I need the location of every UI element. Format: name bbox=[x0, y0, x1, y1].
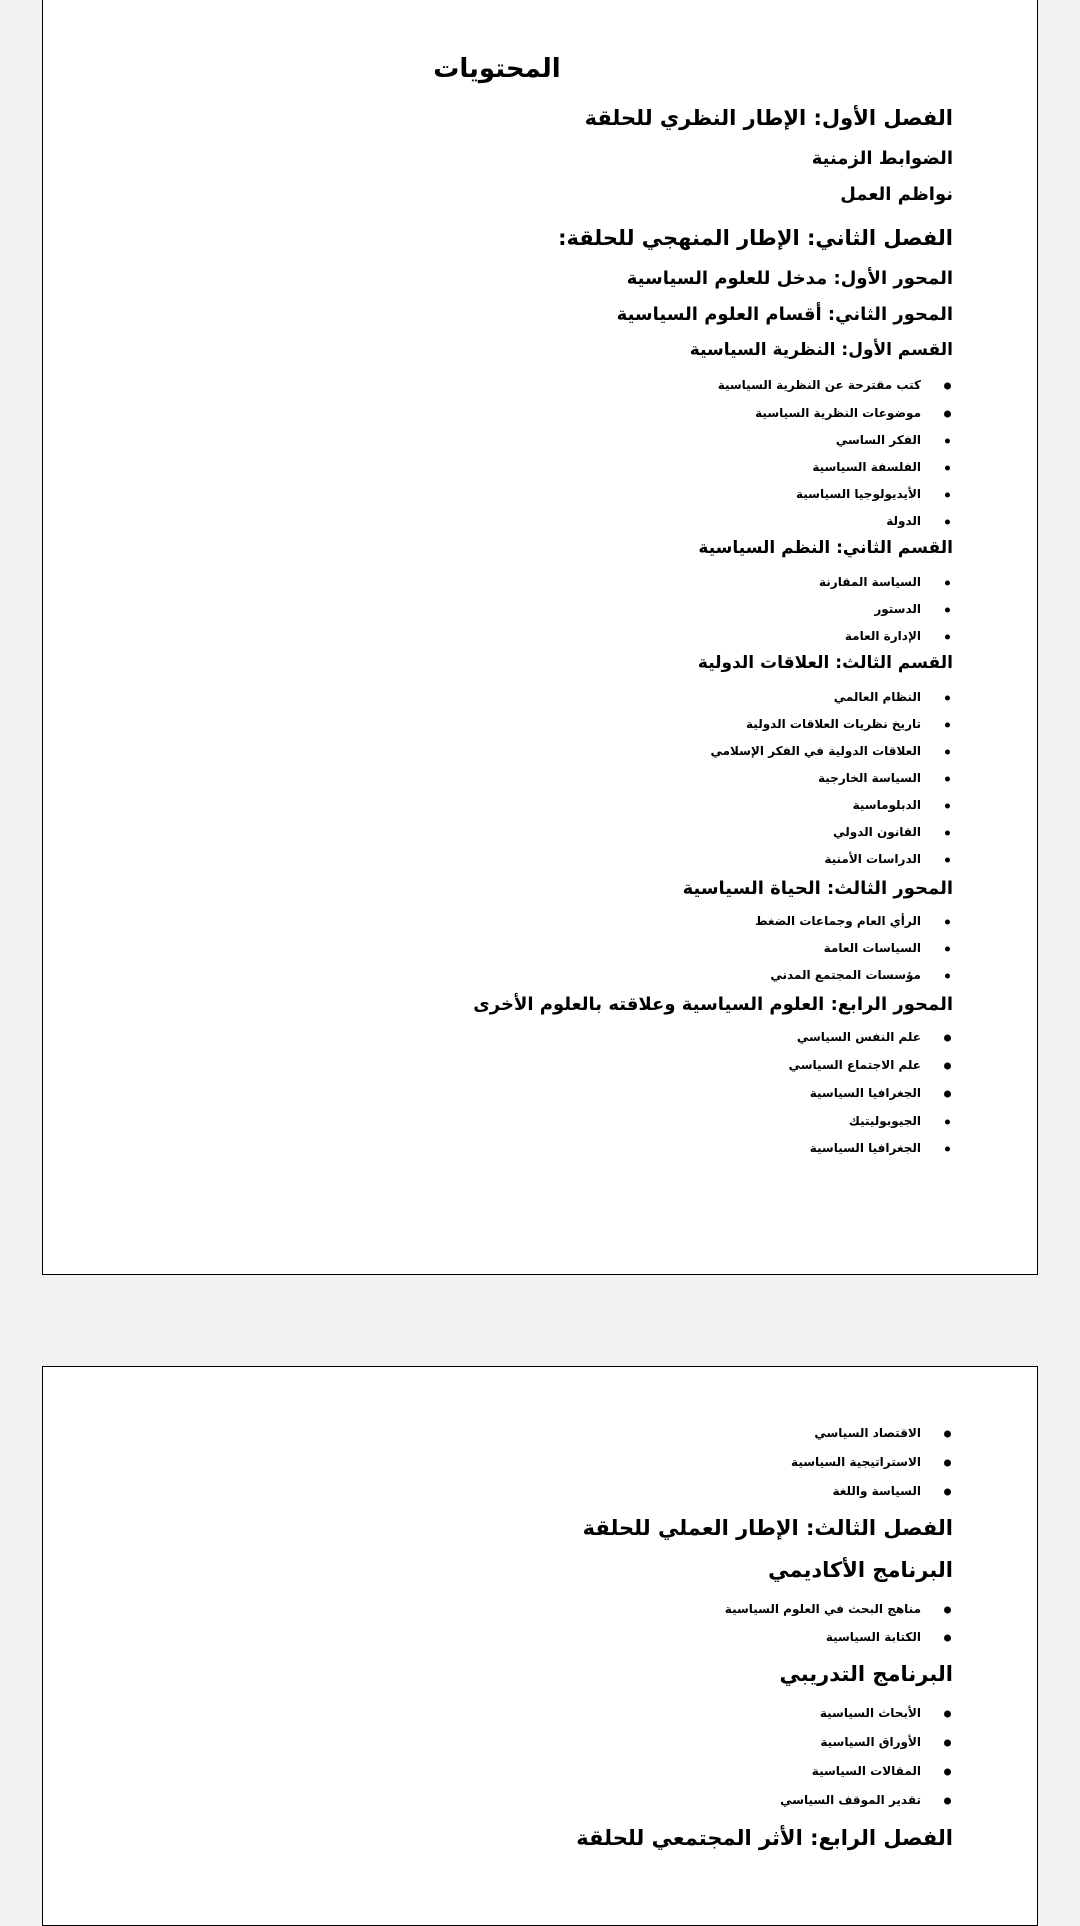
bullet-icon bbox=[944, 1090, 951, 1097]
section-heading bbox=[840, 185, 953, 205]
line-text: كتب مقترحة عن النظرية السياسية bbox=[717, 378, 921, 392]
list-item bbox=[820, 1707, 921, 1720]
list-item bbox=[834, 691, 921, 704]
bullet-icon bbox=[944, 382, 951, 389]
bullet-icon bbox=[945, 1146, 950, 1151]
line-text: الدستور bbox=[874, 602, 921, 616]
line-text: المحور الرابع: العلوم السياسية وعلاقته بالعلوم الأخرى bbox=[473, 994, 953, 1015]
list-item bbox=[796, 488, 921, 501]
chapter-heading bbox=[768, 1559, 953, 1582]
list-item bbox=[826, 1631, 921, 1644]
line-text: الأوراق السياسية bbox=[820, 1735, 921, 1749]
line-text: السياسة الخارجية bbox=[818, 771, 921, 785]
list-item bbox=[820, 1736, 921, 1749]
list-item bbox=[824, 942, 921, 955]
list-item bbox=[718, 379, 921, 392]
line-text: المحور الثاني: أقسام العلوم السياسية bbox=[616, 304, 953, 325]
section-heading bbox=[683, 879, 953, 899]
bullet-icon bbox=[945, 580, 950, 585]
section-heading bbox=[627, 269, 953, 289]
bullet-icon bbox=[945, 438, 950, 443]
list-item bbox=[845, 630, 921, 643]
line-text: المحور الثالث: الحياة السياسية bbox=[682, 878, 953, 899]
line-text: القسم الأول: النظرية السياسية bbox=[689, 340, 953, 360]
list-item bbox=[791, 1456, 921, 1469]
line-text: الإدارة العامة bbox=[844, 629, 921, 643]
line-text: القانون الدولي bbox=[833, 825, 921, 839]
list-item bbox=[814, 1427, 921, 1440]
bullet-icon bbox=[944, 1459, 951, 1466]
line-text: مؤسسات المجتمع المدني bbox=[770, 968, 921, 982]
list-item bbox=[819, 576, 921, 589]
list-item bbox=[824, 853, 921, 866]
bullet-icon bbox=[945, 1119, 950, 1124]
bullet-icon bbox=[944, 1797, 951, 1804]
bullet-icon bbox=[944, 1634, 951, 1641]
section-heading bbox=[812, 149, 953, 169]
list-item bbox=[797, 1031, 921, 1044]
document-page-2 bbox=[42, 1366, 1038, 1926]
line-text: تاريخ نظريات العلاقات الدولية bbox=[746, 717, 921, 731]
line-text: الاستراتيجية السياسية bbox=[791, 1455, 921, 1469]
line-text: القسم الثاني: النظم السياسية bbox=[698, 538, 953, 558]
line-text: علم الاجتماع السياسي bbox=[788, 1058, 921, 1072]
line-text: الجغرافيا السياسية bbox=[809, 1141, 921, 1155]
line-text: موضوعات النظرية السياسية bbox=[755, 406, 921, 420]
line-text: الرأي العام وجماعات الضغط bbox=[755, 914, 921, 928]
list-item bbox=[833, 826, 921, 839]
list-item bbox=[812, 1765, 921, 1778]
bullet-icon bbox=[945, 465, 950, 470]
bullet-icon bbox=[945, 857, 950, 862]
chapter-heading bbox=[779, 1663, 953, 1686]
section-heading bbox=[617, 305, 953, 325]
line-text: الفلسفة السياسية bbox=[812, 460, 921, 474]
line-text: السياسة واللغة bbox=[832, 1484, 921, 1498]
chapter-heading bbox=[576, 1827, 953, 1850]
list-item bbox=[755, 915, 921, 928]
line-text: القسم الثالث: العلاقات الدولية bbox=[697, 653, 953, 673]
line-text: الفكر الساسي bbox=[835, 433, 921, 447]
line-text: علم النفس السياسي bbox=[796, 1030, 921, 1044]
line-text: الضوابط الزمنية bbox=[811, 148, 953, 169]
chapter-heading bbox=[583, 1517, 953, 1540]
list-item bbox=[770, 969, 921, 982]
bullet-icon bbox=[945, 607, 950, 612]
line-text: البرنامج التدريبي bbox=[779, 1662, 953, 1686]
bullet-icon bbox=[944, 410, 951, 417]
line-text: الدبلوماسية bbox=[852, 798, 921, 812]
list-item bbox=[812, 461, 921, 474]
list-item bbox=[725, 1603, 921, 1616]
bullet-icon bbox=[945, 492, 950, 497]
line-text: نواظم العمل bbox=[840, 184, 953, 205]
list-item bbox=[886, 515, 921, 528]
bullet-icon bbox=[945, 973, 950, 978]
bullet-icon bbox=[945, 946, 950, 951]
line-text: الأيديولوجيا السياسية bbox=[796, 487, 921, 501]
contents-title: المحتويات bbox=[433, 54, 561, 84]
bullet-icon bbox=[945, 803, 950, 808]
line-text: الأبحاث السياسية bbox=[819, 1706, 921, 1720]
chapter-heading bbox=[558, 227, 953, 250]
document-page-1 bbox=[42, 0, 1038, 1275]
bullet-icon bbox=[944, 1034, 951, 1041]
list-item bbox=[746, 718, 921, 731]
line-text: الجغرافيا السياسية bbox=[809, 1086, 921, 1100]
bullet-icon bbox=[945, 695, 950, 700]
list-item bbox=[810, 1087, 921, 1100]
line-text: الفصل الأول: الإطار النظري للحلقة bbox=[584, 106, 953, 130]
line-text: العلاقات الدولية في الفكر الإسلامي bbox=[710, 744, 921, 758]
subsection-heading bbox=[698, 654, 953, 673]
list-item bbox=[836, 434, 921, 447]
bullet-icon bbox=[945, 830, 950, 835]
bullet-icon bbox=[945, 749, 950, 754]
bullet-icon bbox=[945, 776, 950, 781]
list-item bbox=[710, 745, 921, 758]
list-item bbox=[755, 407, 921, 420]
bullet-icon bbox=[944, 1710, 951, 1717]
line-text: المحور الأول: مدخل للعلوم السياسية bbox=[626, 268, 953, 289]
line-text: الفصل الثالث: الإطار العملي للحلقة bbox=[582, 1516, 953, 1540]
list-item bbox=[874, 603, 921, 616]
line-text: الكتابة السياسية bbox=[825, 1630, 921, 1644]
line-text: النظام العالمي bbox=[833, 690, 921, 704]
list-item bbox=[780, 1794, 921, 1807]
list-item bbox=[853, 799, 921, 812]
bullet-icon bbox=[944, 1768, 951, 1775]
line-text: الدراسات الأمنية bbox=[824, 852, 921, 866]
list-item bbox=[849, 1115, 921, 1128]
list-item bbox=[789, 1059, 921, 1072]
bullet-icon bbox=[944, 1430, 951, 1437]
bullet-icon bbox=[945, 519, 950, 524]
section-heading bbox=[473, 995, 953, 1015]
line-text: الدولة bbox=[886, 514, 921, 528]
bullet-icon bbox=[944, 1488, 951, 1495]
line-text: الاقتصاد السياسي bbox=[814, 1426, 921, 1440]
line-text: الجيوبوليتيك bbox=[848, 1114, 921, 1128]
line-text: تقدير الموقف السياسي bbox=[780, 1793, 921, 1807]
bullet-icon bbox=[944, 1606, 951, 1613]
line-text: المقالات السياسية bbox=[811, 1764, 921, 1778]
bullet-icon bbox=[945, 919, 950, 924]
line-text: الفصل الرابع: الأثر المجتمعي للحلقة bbox=[576, 1826, 953, 1850]
bullet-icon bbox=[944, 1062, 951, 1069]
line-text: البرنامج الأكاديمي bbox=[768, 1558, 953, 1582]
bullet-icon bbox=[944, 1739, 951, 1746]
list-item bbox=[810, 1142, 921, 1155]
bullet-icon bbox=[945, 722, 950, 727]
subsection-heading bbox=[698, 539, 953, 558]
line-text: السياسة المقارنة bbox=[819, 575, 921, 589]
subsection-heading bbox=[690, 341, 953, 360]
list-item bbox=[832, 1485, 921, 1498]
list-item bbox=[818, 772, 921, 785]
bullet-icon bbox=[945, 634, 950, 639]
chapter-heading bbox=[585, 107, 953, 130]
line-text: السياسات العامة bbox=[823, 941, 921, 955]
line-text: الفصل الثاني: الإطار المنهجي للحلقة: bbox=[558, 226, 953, 250]
line-text: مناهج البحث في العلوم السياسية bbox=[724, 1602, 921, 1616]
